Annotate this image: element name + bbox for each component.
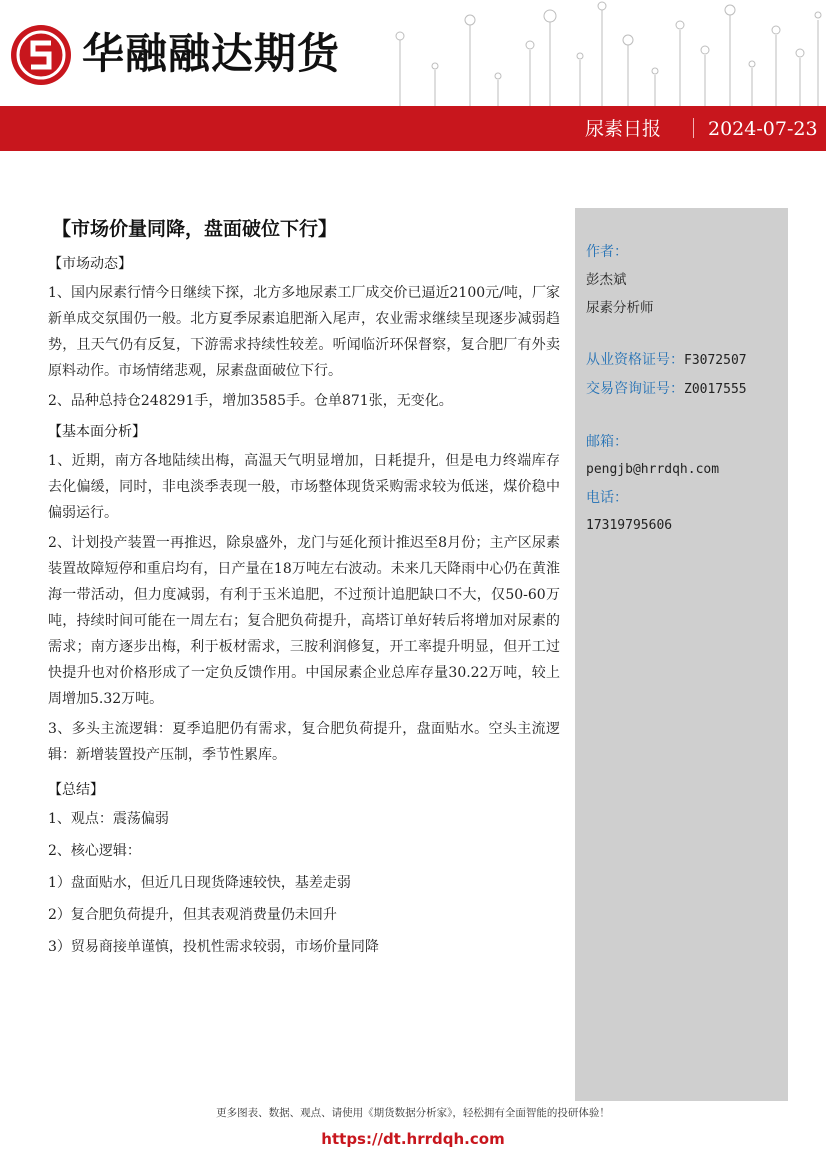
header — [0, 0, 826, 106]
author-sidebar — [575, 208, 788, 1101]
email-link[interactable]: pengjb@hrrdqh.com — [586, 462, 720, 477]
consult-label: 交易咨询证号： — [586, 381, 684, 397]
author-label: 作者： — [586, 244, 628, 260]
summary-item: 3）贸易商接单谨慎，投机性需求较弱，市场价量同降 — [48, 939, 379, 955]
title-divider — [693, 118, 694, 138]
section-fundamental-heading: 【基本面分析】 — [48, 424, 146, 440]
fundamental-item: 2、计划投产装置一再推迟，除泉盛外，龙门与延化预计推迟至8月份；主产区尿素装置故障短停和重启均有，日产量在18万吨左右波动。未来几天降雨中心仍在黄淮海一带活动，但力度减弱，有利于玉米追肥，不过预计追肥缺口不大，仅50-60万吨，持续时间可能在一周左右；复合肥负荷提升，高塔订单好转后将增加对尿素的需求；南方逐步出梅，利于板材需求，三胺利润修复，开工率提升明显，但开工过快提升也对价格形成了一定负反馈作用。中国尿素企业总库存量30.22万吨，较上周增加5.32万吨。 — [48, 535, 560, 707]
section-summary-heading: 【总结】 — [48, 782, 104, 798]
summary-item: 1、观点：震荡偏弱 — [48, 811, 169, 827]
consult-number: Z0017555 — [684, 382, 747, 397]
footer-promo: 更多图表、数据、观点、请使用《期货数据分析家》，轻松拥有全面智能的投研体验！ — [216, 1107, 610, 1119]
company-name: 华融融达期货 — [82, 29, 341, 78]
section-market-heading: 【市场动态】 — [48, 256, 132, 272]
phone-label: 电话： — [586, 490, 628, 506]
fundamental-item: 1、近期，南方各地陆续出梅，高温天气明显增加，日耗提升，但是电力终端库存去化偏缓，同时，非电淡季表现一般，市场整体现货采购需求较为低迷，煤价稳中偏弱运行。 — [48, 453, 560, 521]
author-name: 彭杰斌 — [586, 272, 627, 288]
report-date: 2024-07-23 — [708, 118, 818, 140]
author-title: 尿素分析师 — [586, 300, 654, 316]
headline: 【市场价量同降，盘面破位下行】 — [52, 218, 338, 240]
title-bar — [0, 106, 826, 151]
company-logo-icon — [9, 23, 73, 87]
footer-link[interactable]: https://dt.hrrdqh.com — [321, 1130, 505, 1148]
phone-number: 17319795606 — [586, 518, 673, 533]
header-decoration — [380, 0, 826, 106]
market-item: 2、品种总持仓248291手，增加3585手。仓单871张，无变化。 — [48, 393, 453, 409]
report-title: 尿素日报 — [584, 118, 661, 140]
fundamental-item: 3、多头主流逻辑：夏季追肥仍有需求，复合肥负荷提升，盘面贴水。空头主流逻辑：新增装置投产压制，季节性累库。 — [48, 721, 560, 763]
summary-item: 2）复合肥负荷提升，但其表观消费量仍未回升 — [48, 907, 337, 923]
license-number: F3072507 — [684, 353, 747, 368]
email-label: 邮箱： — [586, 434, 628, 450]
report-body — [48, 212, 560, 966]
summary-item: 2、核心逻辑： — [48, 843, 141, 859]
license-label: 从业资格证号： — [586, 352, 684, 368]
market-item: 1、国内尿素行情今日继续下探，北方多地尿素工厂成交价已逼近2100元/吨，厂家新单成交氛围仍一般。北方夏季尿素追肥渐入尾声，农业需求继续呈现逐步减弱趋势，且天气仍有反复，下游需求持续性较差。听闻临沂环保督察，复合肥厂有外卖原料动作。市场情绪悲观，尿素盘面破位下行。 — [48, 285, 560, 379]
summary-item: 1）盘面贴水，但近几日现货降速较快，基差走弱 — [48, 875, 351, 891]
